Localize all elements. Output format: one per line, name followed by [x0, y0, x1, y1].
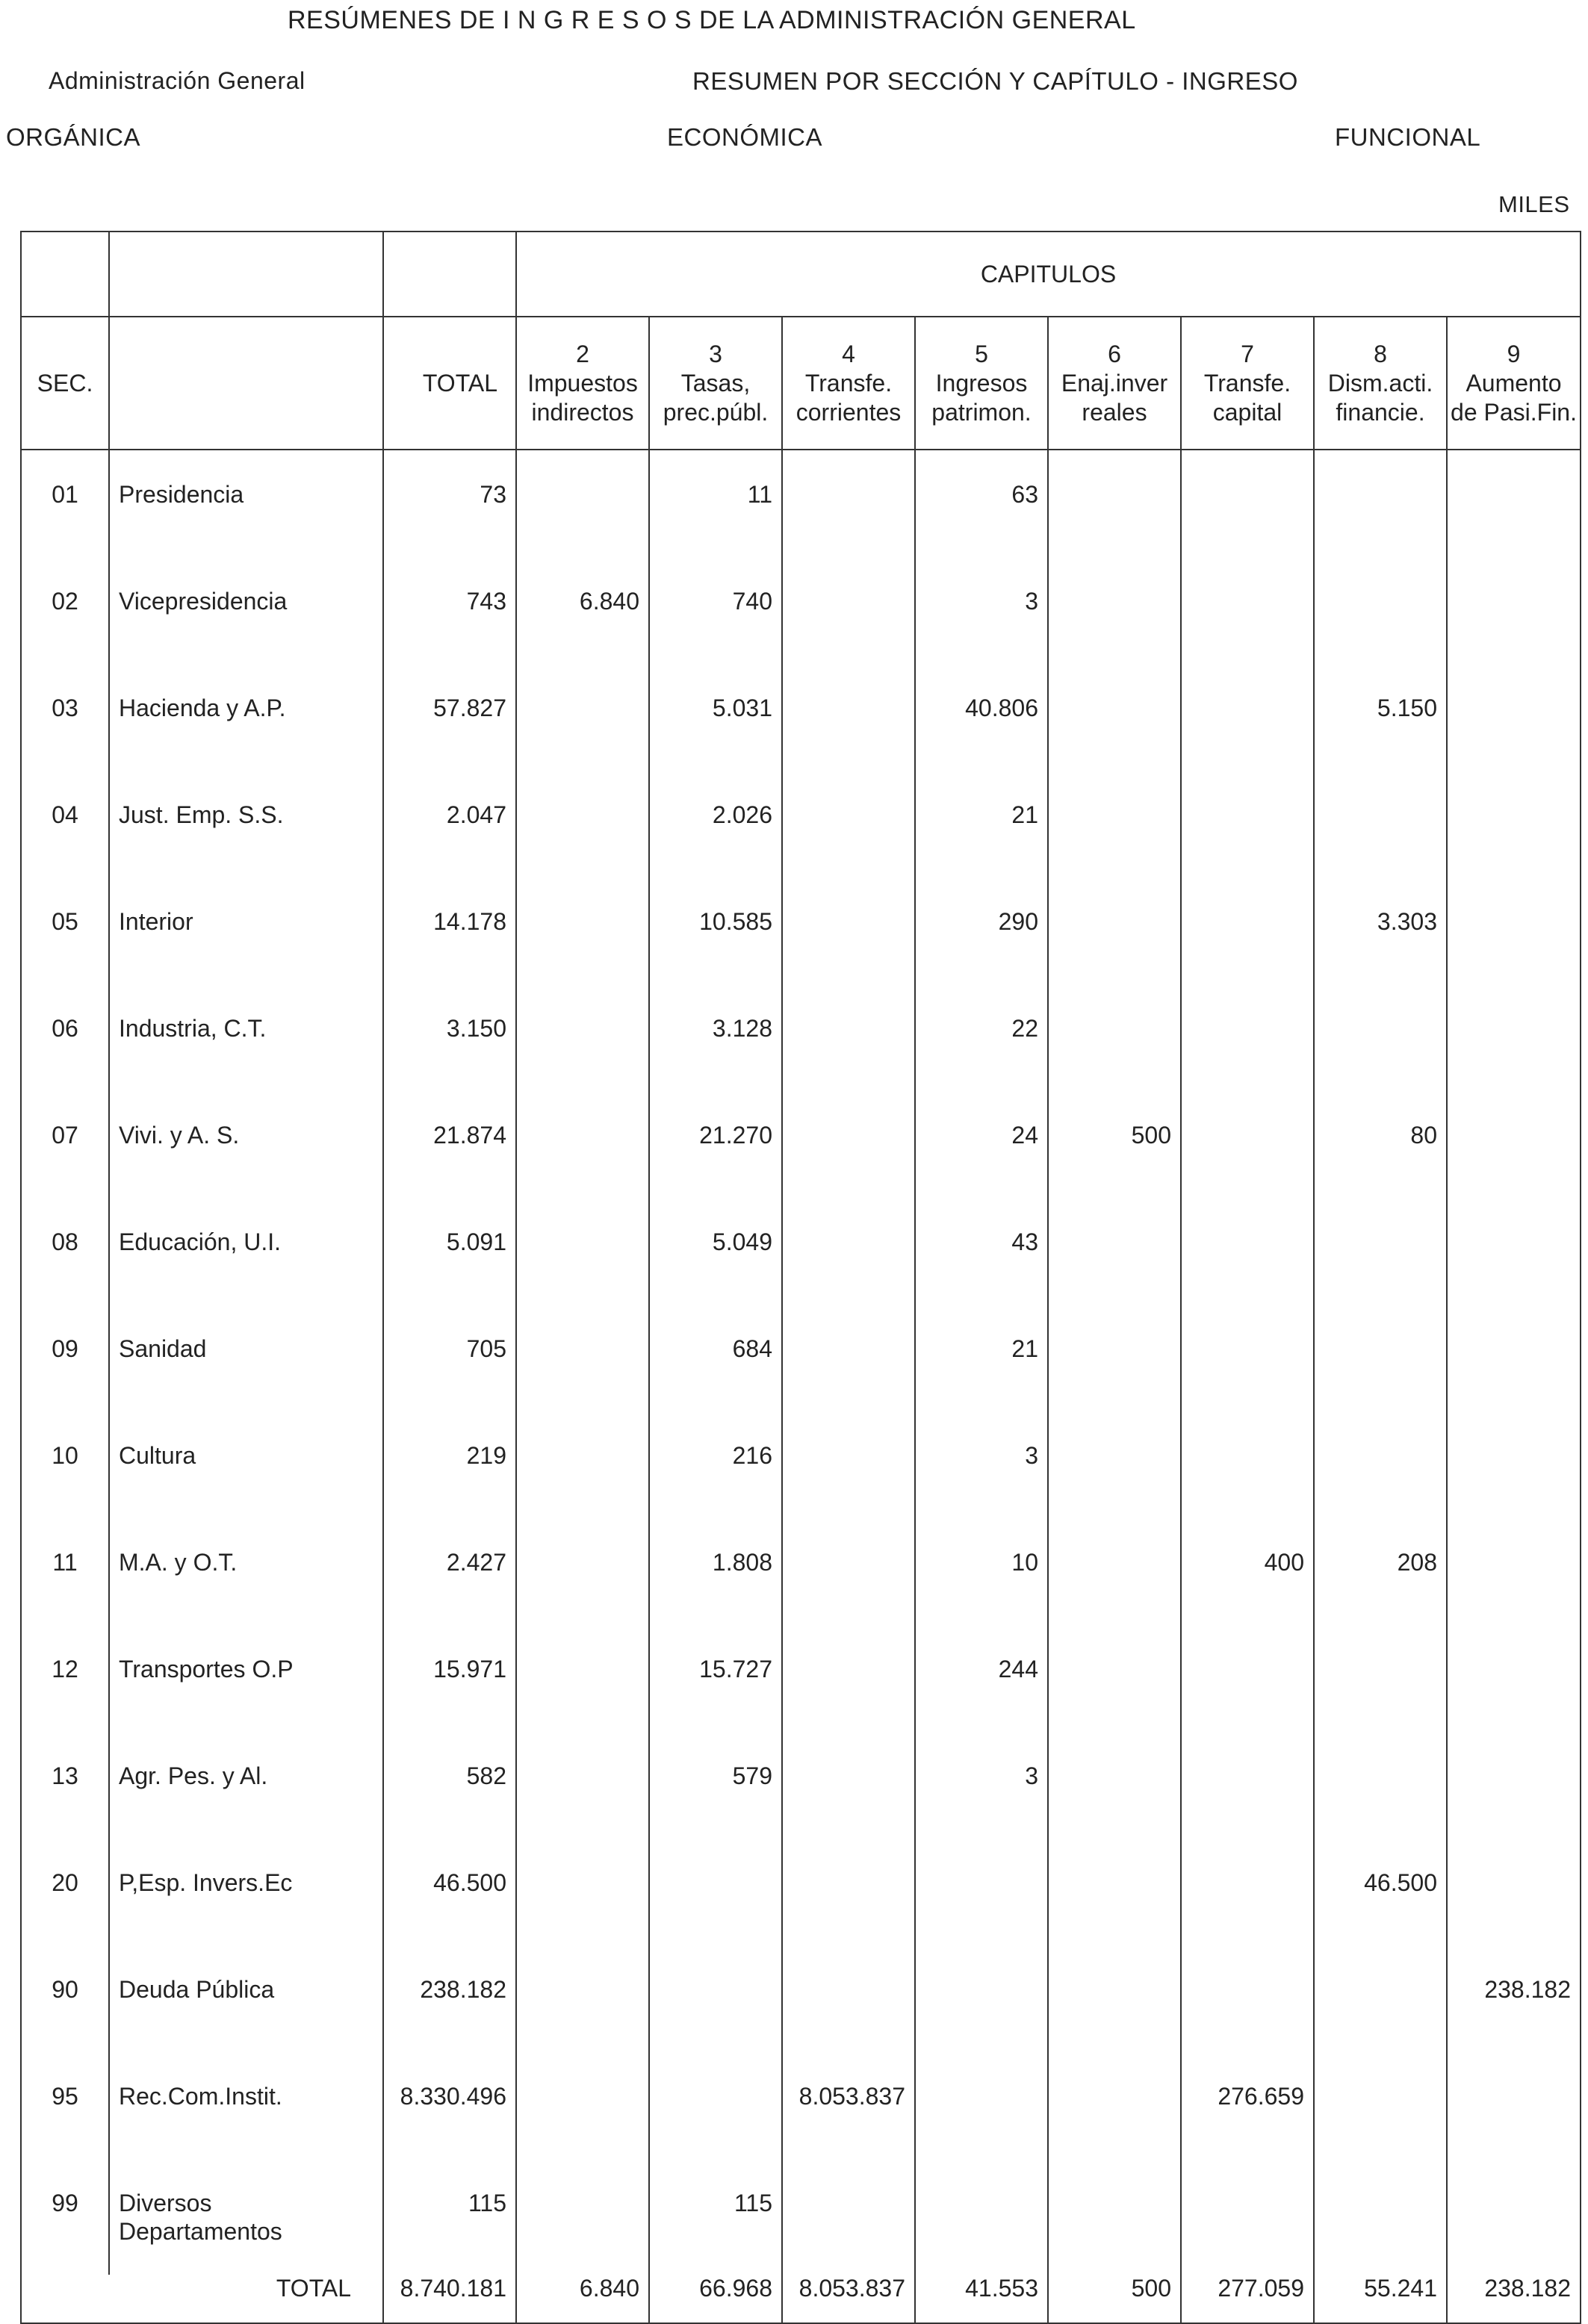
table-body [21, 450, 1581, 2323]
chapter-2-value [516, 2061, 649, 2168]
chapter-header-line1: Aumento [1466, 369, 1562, 397]
chapter-3-total: 66.968 [649, 2275, 782, 2323]
chapter-5-value: 3 [915, 566, 1048, 673]
chapter-8-value [1314, 459, 1447, 566]
chapter-4-value [782, 1741, 915, 1848]
chapter-8-value [1314, 1954, 1447, 2061]
section-name: P,Esp. Invers.Ec [109, 1848, 383, 1954]
chapter-2-value [516, 1634, 649, 1741]
section-code: 13 [21, 1741, 109, 1848]
chapter-3-value: 684 [649, 1314, 782, 1420]
table-row [21, 1634, 1581, 1741]
section-code: 01 [21, 459, 109, 566]
chapter-6-value [1048, 1527, 1181, 1634]
chapter-4-value [782, 1634, 915, 1741]
chapter-header-5 [915, 317, 1048, 450]
chapter-7-value [1181, 673, 1314, 780]
section-name: Just. Emp. S.S. [109, 780, 383, 886]
chapter-4-value [782, 1848, 915, 1954]
chapter-5-value: 10 [915, 1527, 1048, 1634]
row-total: 46.500 [383, 1848, 516, 1954]
header-blank-sec [21, 232, 109, 317]
section-code: 07 [21, 1100, 109, 1207]
header-blank-name [109, 232, 383, 317]
chapter-4-value [782, 886, 915, 993]
chapter-2-value: 6.840 [516, 566, 649, 673]
chapter-5-value: 40.806 [915, 673, 1048, 780]
chapter-2-value [516, 1100, 649, 1207]
chapter-header-line1: Transfe. [1203, 369, 1291, 397]
chapter-7-value [1181, 1848, 1314, 1954]
chapter-5-value: 63 [915, 459, 1048, 566]
chapter-header-9 [1447, 317, 1581, 450]
chapter-2-value [516, 886, 649, 993]
chapter-7-value [1181, 1314, 1314, 1420]
chapter-6-value [1048, 673, 1181, 780]
table-row [21, 1100, 1581, 1207]
chapter-9-total: 238.182 [1447, 2275, 1581, 2323]
chapter-8-value [1314, 1741, 1447, 1848]
chapter-8-value [1314, 993, 1447, 1100]
chapter-5-value: 3 [915, 1420, 1048, 1527]
chapter-header-6 [1048, 317, 1181, 450]
chapter-9-value [1447, 1314, 1581, 1420]
chapter-4-value [782, 1100, 915, 1207]
chapter-6-value [1048, 566, 1181, 673]
section-name: Interior [109, 886, 383, 993]
table-row [21, 2168, 1581, 2275]
chapter-4-value [782, 1207, 915, 1314]
chapter-header-num: 9 [1507, 340, 1521, 367]
capitulos-header: CAPITULOS [516, 232, 1581, 317]
section-code: 06 [21, 993, 109, 1100]
chapter-9-value [1447, 1420, 1581, 1527]
column-header-total: TOTAL [383, 317, 516, 450]
chapter-2-value [516, 673, 649, 780]
chapter-5-total: 41.553 [915, 2275, 1048, 2323]
chapter-8-value [1314, 1420, 1447, 1527]
chapter-6-value [1048, 1634, 1181, 1741]
chapter-7-value [1181, 1100, 1314, 1207]
chapter-header-8 [1314, 317, 1447, 450]
chapter-2-value [516, 459, 649, 566]
chapter-6-value [1048, 886, 1181, 993]
chapter-2-value [516, 780, 649, 886]
section-code: 03 [21, 673, 109, 780]
chapter-9-value [1447, 459, 1581, 566]
organica-label: ORGÁNICA [6, 123, 141, 151]
chapter-6-value [1048, 1741, 1181, 1848]
chapter-4-value [782, 780, 915, 886]
section-name: Sanidad [109, 1314, 383, 1420]
chapter-4-value [782, 1314, 915, 1420]
chapter-5-value [915, 1848, 1048, 1954]
table-row [21, 1848, 1581, 1954]
chapter-8-value: 80 [1314, 1100, 1447, 1207]
chapter-6-value [1048, 1420, 1181, 1527]
table-row [21, 886, 1581, 993]
chapter-7-value [1181, 566, 1314, 673]
chapter-8-value: 5.150 [1314, 673, 1447, 780]
chapter-4-value [782, 1420, 915, 1527]
section-name: Rec.Com.Instit. [109, 2061, 383, 2168]
chapter-4-value [782, 459, 915, 566]
chapter-3-value: 5.031 [649, 673, 782, 780]
row-total: 705 [383, 1314, 516, 1420]
chapter-9-value [1447, 2061, 1581, 2168]
chapter-5-value [915, 2168, 1048, 2275]
table-row [21, 1207, 1581, 1314]
section-code: 12 [21, 1634, 109, 1741]
section-code: 10 [21, 1420, 109, 1527]
chapter-3-value: 1.808 [649, 1527, 782, 1634]
chapter-5-value: 290 [915, 886, 1048, 993]
chapter-5-value [915, 2061, 1048, 2168]
section-name: Hacienda y A.P. [109, 673, 383, 780]
chapter-8-value [1314, 1634, 1447, 1741]
chapter-5-value: 21 [915, 1314, 1048, 1420]
chapter-5-value: 3 [915, 1741, 1048, 1848]
section-name: Transportes O.P [109, 1634, 383, 1741]
chapter-7-value [1181, 780, 1314, 886]
chapter-header-line2: corrientes [795, 398, 902, 426]
chapter-5-value: 43 [915, 1207, 1048, 1314]
table-row [21, 1314, 1581, 1420]
chapter-7-value: 276.659 [1181, 2061, 1314, 2168]
chapter-2-value [516, 1848, 649, 1954]
chapter-4-value [782, 993, 915, 1100]
chapter-9-value [1447, 1634, 1581, 1741]
chapter-header-line2: prec.públ. [663, 398, 769, 426]
chapter-3-value: 21.270 [649, 1100, 782, 1207]
chapter-6-value [1048, 2168, 1181, 2275]
section-name: Diversos Departamentos [109, 2168, 383, 2275]
row-total: 2.427 [383, 1527, 516, 1634]
chapter-9-value [1447, 673, 1581, 780]
table-row [21, 1527, 1581, 1634]
section-name: Agr. Pes. y Al. [109, 1741, 383, 1848]
chapter-7-value [1181, 1420, 1314, 1527]
income-summary-table [20, 231, 1581, 2324]
chapter-2-value [516, 1954, 649, 2061]
chapter-8-value [1314, 780, 1447, 886]
chapter-header-line2: financie. [1336, 398, 1425, 426]
chapter-9-value [1447, 566, 1581, 673]
chapter-4-value [782, 1954, 915, 2061]
chapter-3-value: 2.026 [649, 780, 782, 886]
row-total: 582 [383, 1741, 516, 1848]
table-row [21, 1954, 1581, 2061]
chapter-header-line1: Ingresos [935, 369, 1028, 397]
chapter-8-value [1314, 566, 1447, 673]
chapter-2-value [516, 1527, 649, 1634]
chapter-9-value [1447, 1848, 1581, 1954]
table-row [21, 459, 1581, 566]
section-name: Cultura [109, 1420, 383, 1527]
chapter-5-value [915, 1954, 1048, 2061]
chapter-8-value [1314, 1314, 1447, 1420]
section-name: Industria, C.T. [109, 993, 383, 1100]
section-name: Deuda Pública [109, 1954, 383, 2061]
chapter-7-value [1181, 1741, 1314, 1848]
section-code: 09 [21, 1314, 109, 1420]
chapter-2-value [516, 1314, 649, 1420]
summary-title: RESUMEN POR SECCIÓN Y CAPÍTULO - INGRESO [692, 67, 1298, 95]
chapter-4-value [782, 1527, 915, 1634]
chapter-2-value [516, 993, 649, 1100]
row-total: 21.874 [383, 1100, 516, 1207]
section-name: Vicepresidencia [109, 566, 383, 673]
chapter-8-value: 3.303 [1314, 886, 1447, 993]
table-row [21, 1420, 1581, 1527]
chapter-header-3 [649, 317, 782, 450]
chapter-2-total: 6.840 [516, 2275, 649, 2323]
column-header-name [109, 317, 383, 450]
section-name: Presidencia [109, 459, 383, 566]
row-total: 73 [383, 459, 516, 566]
totals-label: TOTAL [21, 2275, 383, 2323]
chapter-9-value: 238.182 [1447, 1954, 1581, 2061]
chapter-7-value [1181, 886, 1314, 993]
chapter-6-value [1048, 459, 1181, 566]
chapter-header-num: 2 [576, 340, 589, 367]
chapter-8-value: 208 [1314, 1527, 1447, 1634]
table-header [21, 232, 1581, 450]
chapter-9-value [1447, 780, 1581, 886]
section-code: 11 [21, 1527, 109, 1634]
section-name: Vivi. y A. S. [109, 1100, 383, 1207]
chapter-header-line2: de Pasi.Fin. [1451, 398, 1577, 426]
chapter-9-value [1447, 1207, 1581, 1314]
chapter-7-value [1181, 993, 1314, 1100]
chapter-4-value [782, 673, 915, 780]
chapter-header-line2: indirectos [531, 398, 634, 426]
chapter-header-num: 7 [1241, 340, 1254, 367]
chapter-9-value [1447, 886, 1581, 993]
economica-label: ECONÓMICA [667, 123, 823, 151]
chapter-9-value [1447, 2168, 1581, 2275]
chapter-7-value [1181, 1207, 1314, 1314]
section-code: 05 [21, 886, 109, 993]
chapter-6-value [1048, 780, 1181, 886]
section-name: M.A. y O.T. [109, 1527, 383, 1634]
units-label: MILES [1498, 191, 1570, 217]
chapter-6-value: 500 [1048, 1100, 1181, 1207]
section-code: 99 [21, 2168, 109, 2275]
chapter-6-total: 500 [1048, 2275, 1181, 2323]
row-total: 219 [383, 1420, 516, 1527]
chapter-6-value [1048, 2061, 1181, 2168]
chapter-header-num: 5 [975, 340, 988, 367]
chapter-9-value [1447, 1527, 1581, 1634]
chapter-8-value [1314, 2168, 1447, 2275]
section-name: Educación, U.I. [109, 1207, 383, 1314]
totals-row [21, 2275, 1581, 2323]
funcional-label: FUNCIONAL [1335, 123, 1481, 151]
chapter-9-value [1447, 993, 1581, 1100]
chapter-2-value [516, 1741, 649, 1848]
chapter-9-value [1447, 1100, 1581, 1207]
chapter-8-value [1314, 2061, 1447, 2168]
row-total: 8.330.496 [383, 2061, 516, 2168]
chapter-3-value [649, 2061, 782, 2168]
section-code: 90 [21, 1954, 109, 2061]
chapter-3-value: 3.128 [649, 993, 782, 1100]
chapter-header-num: 3 [709, 340, 722, 367]
chapter-6-value [1048, 993, 1181, 1100]
chapter-header-num: 8 [1374, 340, 1387, 367]
row-total: 2.047 [383, 780, 516, 886]
chapter-8-value: 46.500 [1314, 1848, 1447, 1954]
chapter-header-4 [782, 317, 915, 450]
chapter-5-value: 22 [915, 993, 1048, 1100]
header-blank-total [383, 232, 516, 317]
chapter-2-value [516, 1420, 649, 1527]
chapter-header-line1: Enaj.inver [1061, 369, 1168, 397]
chapter-8-total: 55.241 [1314, 2275, 1447, 2323]
row-total: 743 [383, 566, 516, 673]
chapter-header-line2: capital [1212, 398, 1283, 426]
chapter-5-value: 244 [915, 1634, 1048, 1741]
table-row [21, 2061, 1581, 2168]
row-total: 3.150 [383, 993, 516, 1100]
chapter-8-value [1314, 1207, 1447, 1314]
chapter-7-value [1181, 1634, 1314, 1741]
chapter-4-total: 8.053.837 [782, 2275, 915, 2323]
chapter-7-total: 277.059 [1181, 2275, 1314, 2323]
chapter-header-line2: patrimon. [931, 398, 1032, 426]
chapter-3-value: 5.049 [649, 1207, 782, 1314]
section-code: 04 [21, 780, 109, 886]
chapter-3-value: 11 [649, 459, 782, 566]
chapter-2-value [516, 1207, 649, 1314]
chapter-6-value [1048, 1848, 1181, 1954]
table-row [21, 993, 1581, 1100]
chapter-header-line1: Tasas, [680, 369, 751, 397]
chapter-5-value: 24 [915, 1100, 1048, 1207]
chapter-3-value: 115 [649, 2168, 782, 2275]
chapter-3-value: 10.585 [649, 886, 782, 993]
section-code: 02 [21, 566, 109, 673]
chapter-5-value: 21 [915, 780, 1048, 886]
chapter-6-value [1048, 1954, 1181, 2061]
table-row [21, 566, 1581, 673]
column-header-sec: SEC. [21, 317, 109, 450]
chapter-header-2 [516, 317, 649, 450]
row-total: 57.827 [383, 673, 516, 780]
chapter-3-value [649, 1848, 782, 1954]
administration-label: Administración General [49, 67, 305, 94]
chapter-3-value: 740 [649, 566, 782, 673]
chapter-7-value: 400 [1181, 1527, 1314, 1634]
chapter-header-line1: Dism.acti. [1327, 369, 1433, 397]
table-row [21, 780, 1581, 886]
chapter-header-num: 4 [842, 340, 855, 367]
chapter-4-value [782, 2168, 915, 2275]
chapter-3-value: 579 [649, 1741, 782, 1848]
chapter-header-line1: Transfe. [804, 369, 893, 397]
chapter-7-value [1181, 1954, 1314, 2061]
chapter-header-line1: Impuestos [527, 369, 638, 397]
chapter-header-7 [1181, 317, 1314, 450]
row-total: 15.971 [383, 1634, 516, 1741]
row-total: 14.178 [383, 886, 516, 993]
chapter-7-value [1181, 459, 1314, 566]
chapter-3-value [649, 1954, 782, 2061]
document-title: RESÚMENES DE I N G R E S O S DE LA ADMINISTRACIÓN GENERAL [288, 6, 1136, 34]
chapter-3-value: 15.727 [649, 1634, 782, 1741]
chapter-9-value [1447, 1741, 1581, 1848]
chapter-7-value [1181, 2168, 1314, 2275]
chapter-6-value [1048, 1207, 1181, 1314]
chapter-4-value [782, 566, 915, 673]
chapter-6-value [1048, 1314, 1181, 1420]
table-row [21, 673, 1581, 780]
section-code: 95 [21, 2061, 109, 2168]
grand-total: 8.740.181 [383, 2275, 516, 2323]
row-total: 5.091 [383, 1207, 516, 1314]
row-total: 115 [383, 2168, 516, 2275]
chapter-3-value: 216 [649, 1420, 782, 1527]
chapter-2-value [516, 2168, 649, 2275]
chapter-4-value: 8.053.837 [782, 2061, 915, 2168]
chapter-header-num: 6 [1108, 340, 1121, 367]
row-total: 238.182 [383, 1954, 516, 2061]
chapter-header-line2: reales [1082, 398, 1147, 426]
section-code: 20 [21, 1848, 109, 1954]
section-code: 08 [21, 1207, 109, 1314]
table-row [21, 1741, 1581, 1848]
